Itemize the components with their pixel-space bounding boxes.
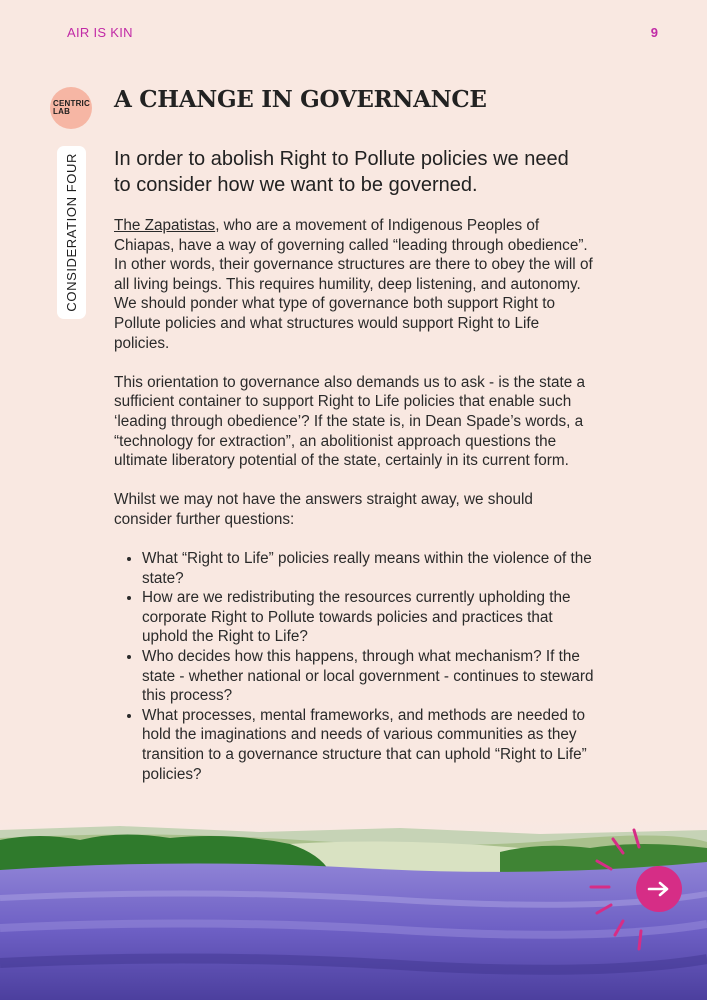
list-item: • Who decides how this happens, through what mechanism? If the state - whether national or local government - continues to steward this process? [142,647,594,706]
side-tab-label: CONSIDERATION FOUR [64,153,79,312]
logo-line-2: LAB [53,107,71,116]
list-item: • What “Right to Life” policies really means within the violence of the state? [142,549,594,588]
side-tab [57,146,86,319]
running-title: AIR IS KIN [67,25,133,40]
body-text [114,216,594,784]
logo-line-1: CENTRIC [53,99,90,108]
paragraph-2: This orientation to governance also demands us to ask - is the state a sufficient container to support Right to Life policies that enable such ‘leading through obedience’? If the state is, in Dean Spade’s words, a “technology for extraction”, an abolitionist approach questions the ultimate liberatory potential of the state, certainly in its current form. [114,373,586,470]
list-item: • What processes, mental frameworks, and methods are needed to hold the imaginations and needs of various communities as they transition to a governance structure that can uphold “Right to Life” policies? [142,706,594,784]
page-number: 9 [650,25,658,40]
centric-lab-logo [50,87,92,129]
list-item: • How are we redistributing the resources currently upholding the corporate Right to Pollute towards policies and practices that uphold the Right to Life? [142,588,594,647]
page-title: A CHANGE IN GOVERNANCE [114,86,487,113]
lead-paragraph: In order to abolish Right to Pollute policies we need to consider how we want to be governed. [114,148,569,196]
next-page-button[interactable] [636,866,682,912]
paragraph-3: Whilst we may not have the answers straight away, we should consider further questions: [114,491,533,528]
zapatistas-link[interactable]: The Zapatistas [114,217,216,234]
paragraph-1-text: , who are a movement of Indigenous Peoples of Chiapas, have a way of governing called “leading through obedience”. In other words, their governance structures are there to obey the will of all living beings. This requires humility, deep listening, and autonomy. We should ponder what type of governance both support Right to Pollute policies and what structures would support Right to Life policies. [114,217,593,352]
paragraph-1 [114,216,594,353]
question-list [114,549,594,784]
arrow-right-icon [647,881,671,897]
